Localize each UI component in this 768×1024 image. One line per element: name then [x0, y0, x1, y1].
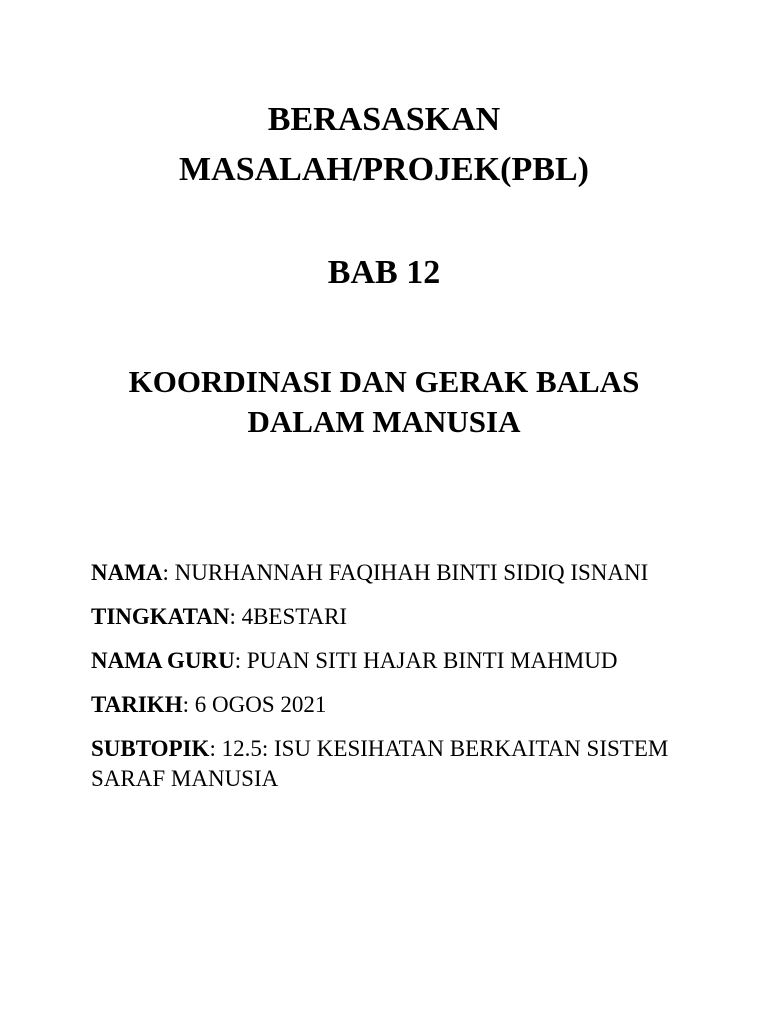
field-nama-guru-value: : PUAN SITI HAJAR BINTI MAHMUD [234, 648, 618, 673]
field-tingkatan-label: TINGKATAN [91, 604, 230, 629]
field-tingkatan-value: : 4BESTARI [229, 604, 348, 629]
topic-line-2: DALAM MANUSIA [247, 404, 521, 439]
field-subtopik-value: : 12.5: ISU KESIHATAN BERKAITAN SISTEM SARAF MANUSIA [91, 736, 669, 791]
field-subtopik [91, 734, 701, 794]
topic-heading [0, 362, 768, 442]
field-nama [91, 558, 701, 588]
chapter-heading: BAB 12 [327, 254, 441, 291]
field-tingkatan [91, 602, 701, 632]
field-nama-guru [91, 646, 701, 676]
field-tarikh [91, 690, 701, 720]
field-nama-value: : NURHANNAH FAQIHAH BINTI SIDIQ ISNANI [162, 560, 649, 585]
field-nama-guru-label: NAMA GURU [91, 648, 235, 673]
field-tarikh-label: TARIKH [91, 692, 183, 717]
title-line-2: MASALAH/PROJEK(PBL) [179, 151, 589, 188]
document-title [0, 95, 768, 195]
student-details [91, 558, 701, 808]
field-nama-label: NAMA [91, 560, 163, 585]
field-tarikh-value: : 6 OGOS 2021 [182, 692, 327, 717]
topic-line-1: KOORDINASI DAN GERAK BALAS [128, 364, 640, 399]
field-subtopik-label: SUBTOPIK [91, 736, 210, 761]
title-line-1: BERASASKAN [267, 101, 501, 138]
